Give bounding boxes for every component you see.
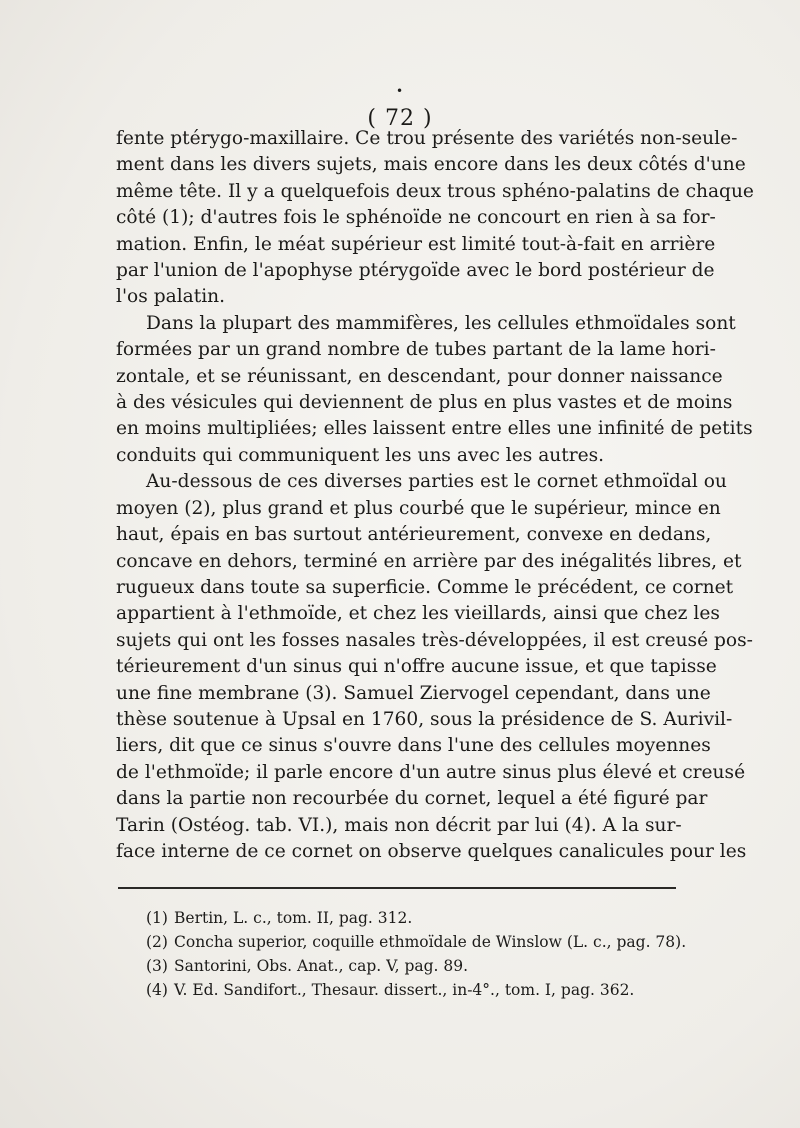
text-line: côté (1); d'autres fois le sphénoïde ne concourt en rien à sa for- [116,207,716,229]
text-line: par l'union de l'apophyse ptérygoïde avec le bord postérieur de [116,260,715,282]
footnote-text: Santorini, Obs. Anat., cap. V, pag. 89. [174,957,469,975]
text-line: rugueux dans toute sa superficie. Comme le précédent, ce cornet [116,576,734,598]
text-line: zontale, et se réunissant, en descendant, pour donner naissance [116,365,723,387]
text-line: une fine membrane (3). Samuel Ziervogel cependant, dans une [116,682,711,704]
text-line: liers, dit que ce sinus s'ouvre dans l'une des cellules moyennes [116,735,711,757]
text-line: mation. Enfin, le méat supérieur est limité tout-à-fait en arrière [116,233,716,255]
text-line: fente ptérygo-maxillaire. Ce trou présente des variétés non-seule- [116,128,738,149]
footnote [146,930,686,954]
text-line: sujets qui ont les fosses nasales très-développées, il est creusé pos- [116,629,753,651]
text-line: à des vésicules qui deviennent de plus en plus vastes et de moins [116,392,733,414]
footnote-text: Concha superior, coquille ethmoïdale de Winslow (L. c., pag. 78). [174,933,687,951]
footnote-number: (4) [146,981,168,999]
footnotes [146,906,686,1002]
footnote-divider [118,887,676,889]
text-line: Au-dessous de ces diverses parties est le cornet ethmoïdal ou [146,471,727,493]
footnote [146,978,686,1002]
text-line: concave en dehors, terminé en arrière par des inégalités libres, et [116,550,742,572]
text-line: dans la partie non recourbée du cornet, lequel a été figuré par [116,788,708,810]
text-line: l'os palatin. [116,286,226,308]
text-line: formées par un grand nombre de tubes partant de la lame hori- [116,339,716,361]
text-line: thèse soutenue à Upsal en 1760, sous la présidence de S. Aurivil- [116,708,733,730]
footnote-number: (1) [146,909,168,927]
text-line: haut, épais en bas surtout antérieurement, convexe en dedans, [116,524,712,546]
page-mark: • [396,84,404,98]
text-line: ment dans les divers sujets, mais encore dans les deux côtés d'une [116,154,746,176]
footnote-text: Bertin, L. c., tom. II, pag. 312. [174,909,413,927]
footnote-number: (3) [146,957,168,975]
body-text [116,126,754,865]
text-line: térieurement d'un sinus qui n'offre aucune issue, et que tapisse [116,656,717,678]
text-line: conduits qui communiquent les uns avec les autres. [116,444,605,466]
page-number: ( 72 ) [367,106,433,131]
text-line: de l'ethmoïde; il parle encore d'un autre sinus plus élevé et creusé [116,761,746,783]
text-line: moyen (2), plus grand et plus courbé que le supérieur, mince en [116,497,721,519]
text-line: Dans la plupart des mammifères, les cellules ethmoïdales sont [146,312,736,334]
footnote [146,954,686,978]
text-line: Tarin (Ostéog. tab. VI.), mais non décrit par lui (4). A la sur- [116,814,682,836]
footnote-text: V. Ed. Sandifort., Thesaur. dissert., in-4°., tom. I, pag. 362. [174,981,635,999]
text-line: en moins multipliées; elles laissent entre elles une infinité de petits [116,418,753,440]
text-line: même tête. Il y a quelquefois deux trous sphéno-palatins de chaque [116,180,754,202]
text-line: face interne de ce cornet on observe quelques canalicules pour les [116,840,747,862]
footnote [146,906,686,930]
footnote-number: (2) [146,933,168,951]
text-line: appartient à l'ethmoïde, et chez les vieillards, ainsi que chez les [116,603,720,625]
